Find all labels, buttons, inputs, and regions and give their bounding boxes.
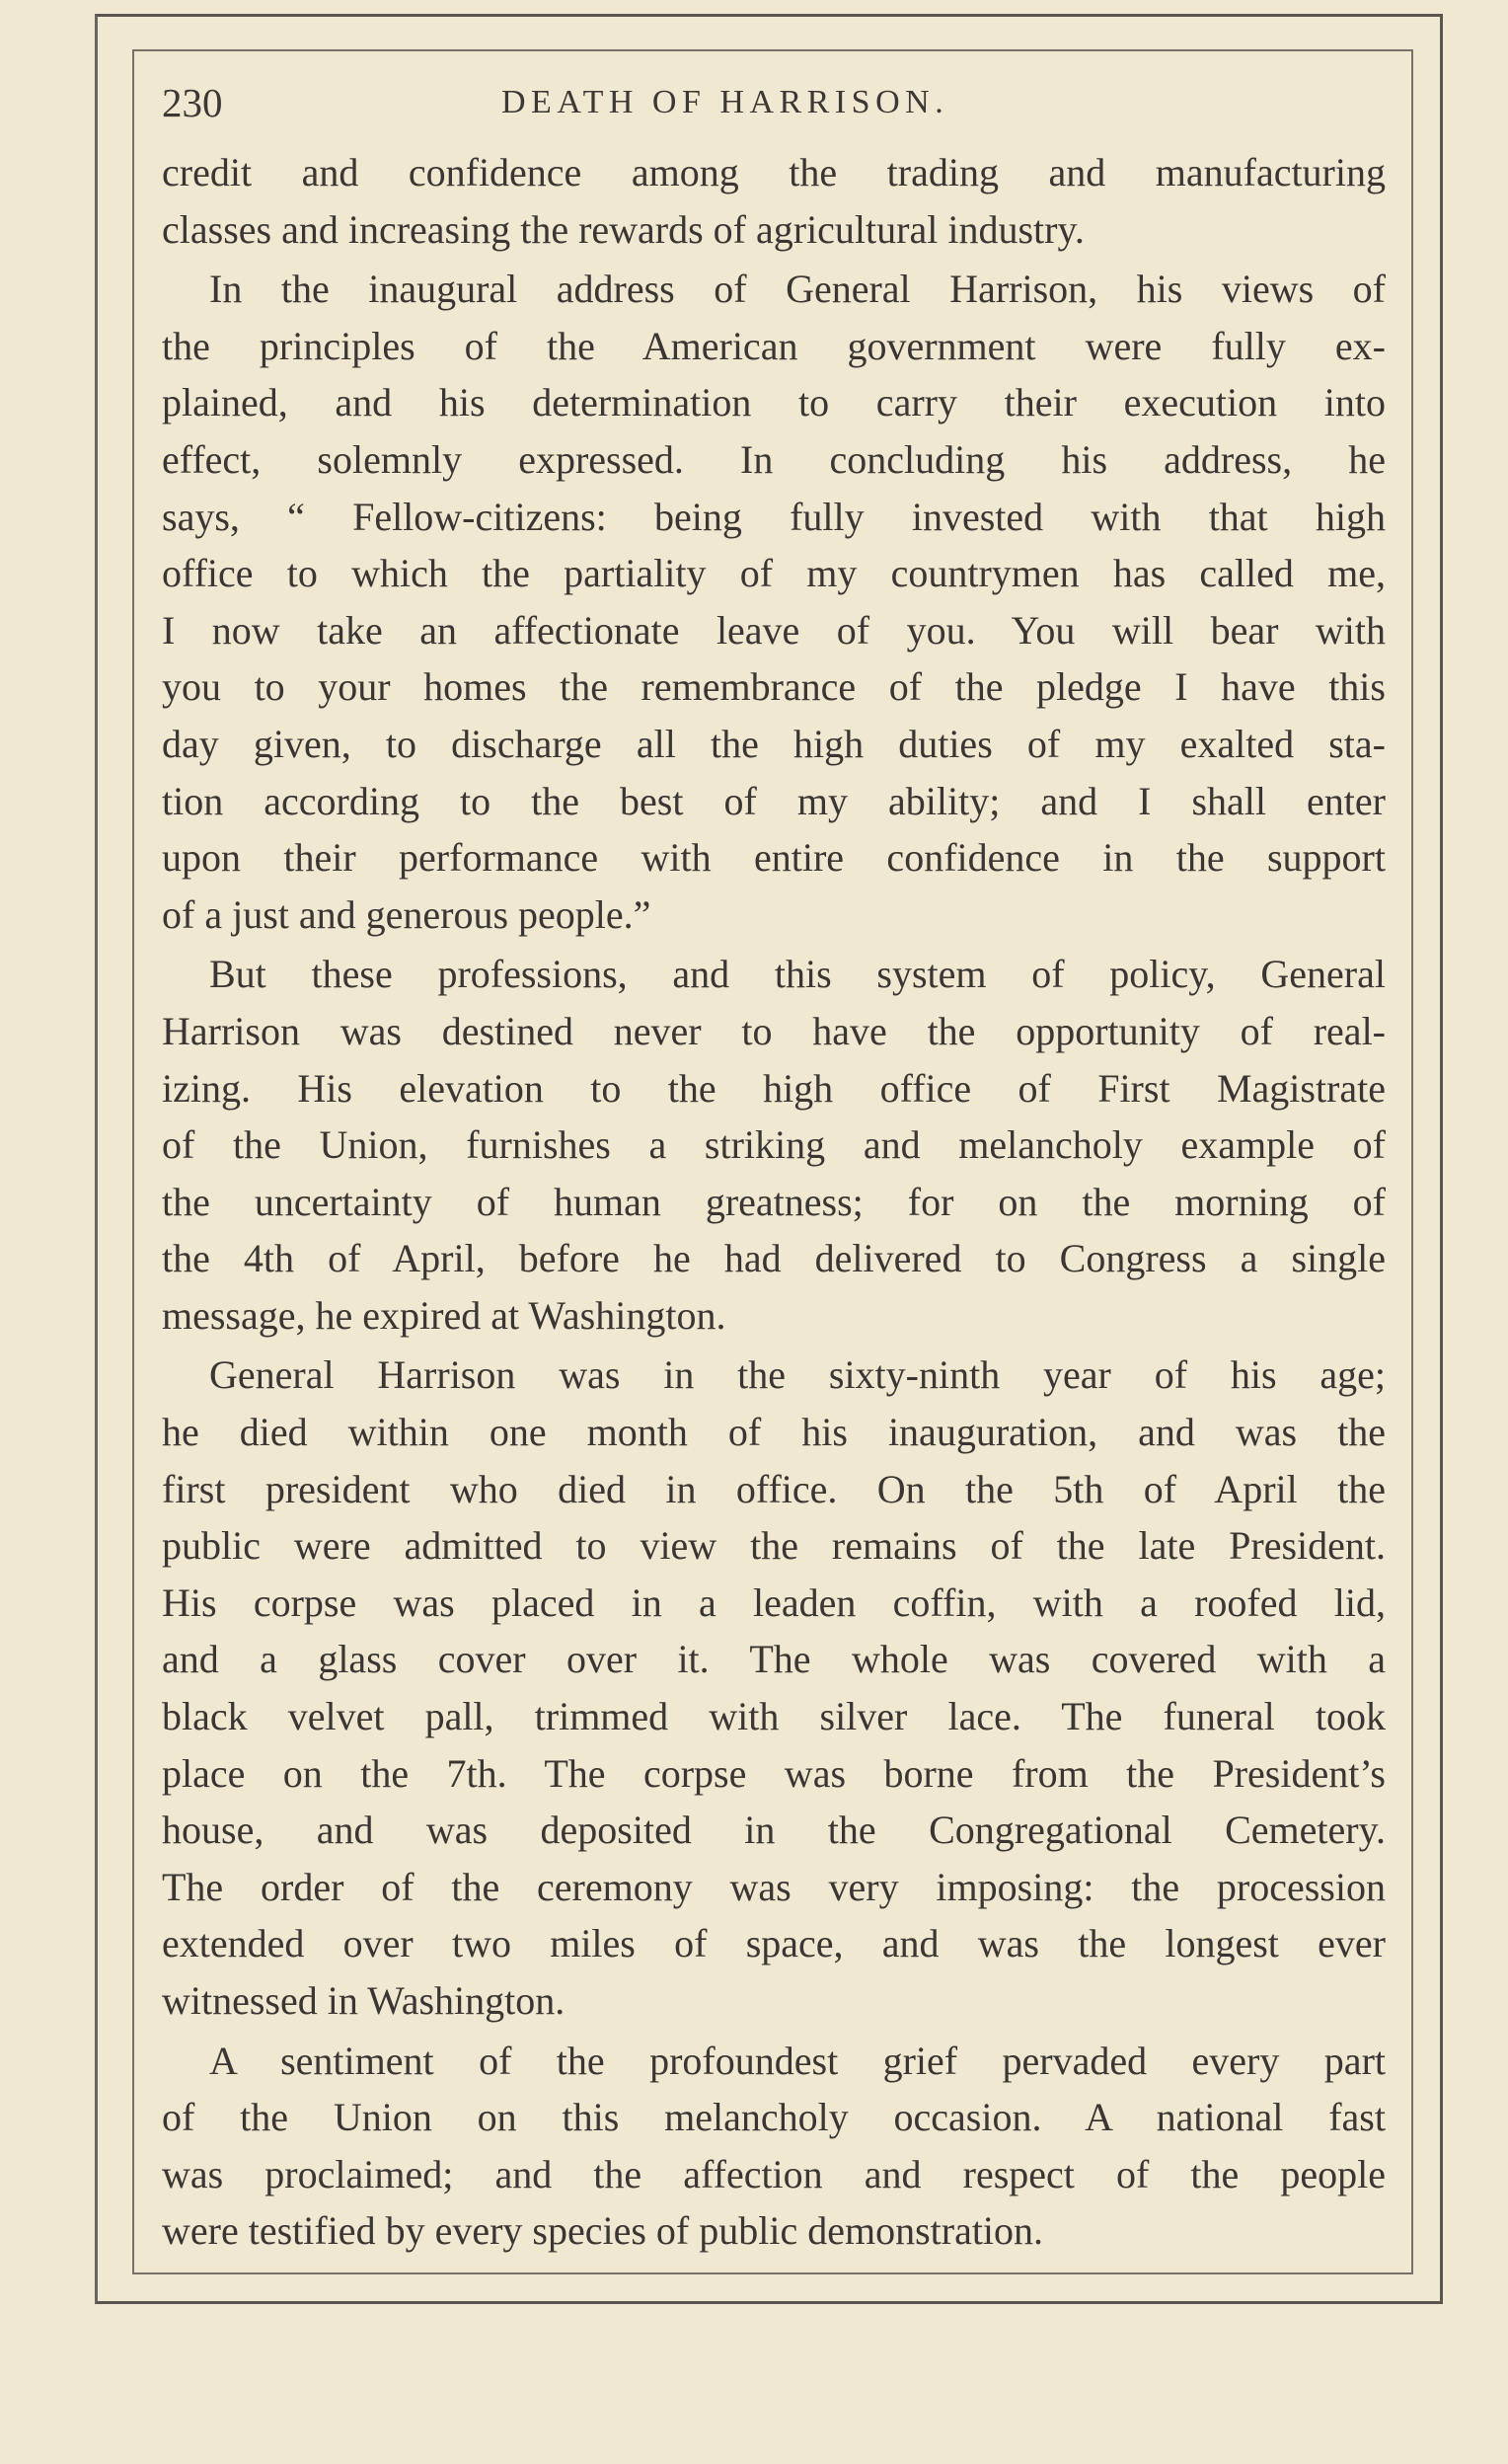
text-line: In the inaugural address of General Harrison, his views of [209,267,1386,312]
body-text [162,144,1386,2260]
text-line: says, “ Fellow-citizens: being fully invested with that high [162,494,1386,539]
text-line: you to your homes the remembrance of the pledge I have this [162,664,1386,710]
text-line: But these professions, and this system of policy, General [209,952,1386,997]
text-line: classes and increasing the rewards of agricultural industry. [162,206,1085,252]
text-line: were testified by every species of public demonstration. [162,2208,1044,2254]
text-line: I now take an affectionate leave of you. You will bear with [162,607,1386,653]
text-line: the 4th of April, before he had delivered to Congress a single [162,1236,1386,1281]
text-line: witnessed in Washington. [162,1978,566,2023]
text-line: the principles of the American government were fully ex- [162,323,1386,368]
text-line: The order of the ceremony was very imposing: the procession [162,1864,1386,1909]
text-line: of the Union on this melancholy occasion. A national fast [162,2095,1386,2140]
text-line: extended over two miles of space, and was the longest ever [162,1921,1386,1966]
text-line: Harrison was destined never to have the opportunity of real- [162,1008,1386,1053]
header-title: DEATH OF HARRISON. [501,84,949,120]
text-line: first president who died in office. On the 5th of April the [162,1466,1386,1511]
text-line: office to which the partiality of my countrymen has called me, [162,551,1386,596]
text-line: tion according to the best of my ability; and I shall enter [162,778,1386,823]
text-line: His corpse was placed in a leaden coffin, with a roofed lid, [162,1579,1386,1625]
running-head [162,73,1386,132]
text-line: plained, and his determination to carry their execution into [162,380,1386,425]
text-line: of the Union, furnishes a striking and melancholy example of [162,1122,1386,1168]
text-line: day given, to discharge all the high duties of my exalted sta- [162,721,1386,766]
text-line: izing. His elevation to the high office of First Magistrate [162,1065,1386,1111]
text-line: house, and was deposited in the Congregational Cemetery. [162,1808,1386,1853]
text-line: and a glass cover over it. The whole was covered with a [162,1637,1386,1682]
text-line: he died within one month of his inauguration, and was the [162,1410,1386,1455]
text-line: public were admitted to view the remains of the late President. [162,1523,1386,1569]
text-line: message, he expired at Washington. [162,1292,726,1338]
text-line: General Harrison was in the sixty-ninth year of his age; [209,1352,1386,1398]
text-line: black velvet pall, trimmed with silver lace. The funeral took [162,1694,1386,1739]
page-number: 230 [162,80,223,125]
text-line: credit and confidence among the trading and manufacturing [162,150,1386,194]
text-line: A sentiment of the profoundest grief pervaded every part [209,2038,1386,2083]
text-line: upon their performance with entire confidence in the support [162,835,1386,881]
text-line: the uncertainty of human greatness; for on the morning of [162,1179,1386,1224]
text-line: place on the 7th. The corpse was borne from the President’s [162,1750,1386,1796]
text-line: of a just and generous people.” [162,891,651,937]
text-line: was proclaimed; and the affection and respect of the people [162,2151,1386,2196]
text-line: effect, solemnly expressed. In concluding his address, he [162,436,1386,482]
